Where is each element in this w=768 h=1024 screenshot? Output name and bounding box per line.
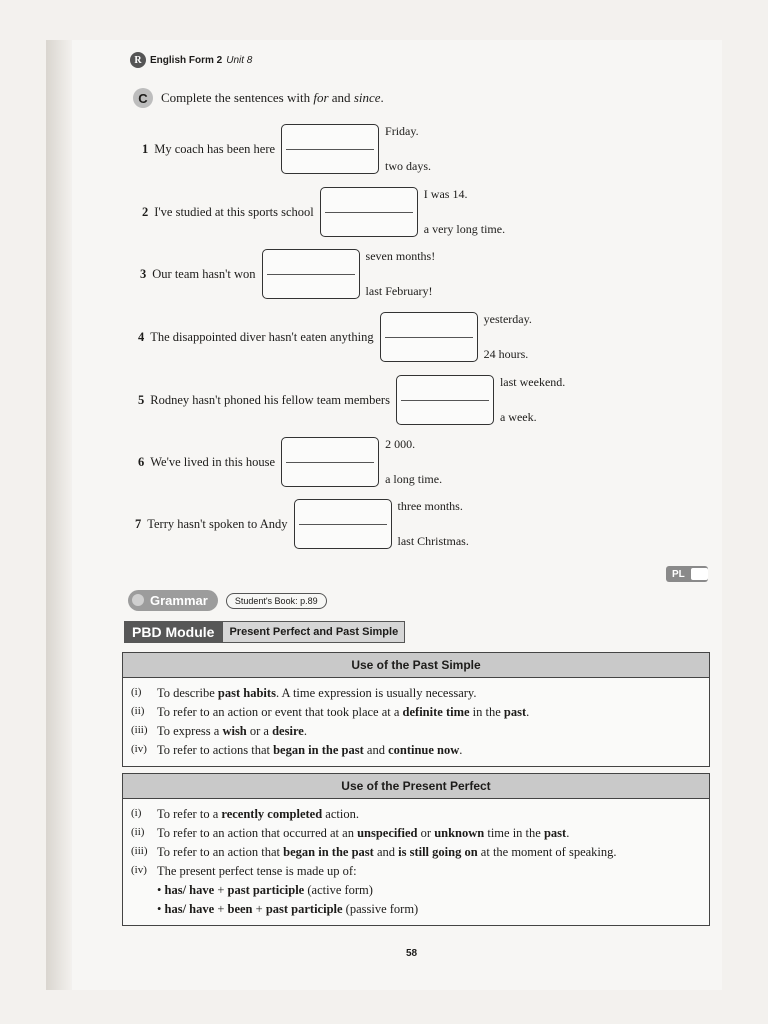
exercise-option-1: three months. xyxy=(397,499,463,513)
rule-body xyxy=(157,743,462,758)
exercise-options xyxy=(385,437,442,487)
publisher-logo-icon: R xyxy=(130,52,146,68)
bold-term: began in the past xyxy=(283,845,374,859)
instruction-text: Complete the sentences with for and since. xyxy=(161,90,384,105)
exercise-number: 2 xyxy=(142,204,149,219)
page-header xyxy=(130,52,252,68)
exercise-option-1: 2 000. xyxy=(385,437,416,451)
rule-item xyxy=(131,705,701,720)
bold-term: unspecified xyxy=(357,826,418,840)
exercise-options xyxy=(500,375,565,425)
rule-body xyxy=(157,724,307,739)
bold-term: past xyxy=(503,705,527,719)
page-binding-edge xyxy=(46,40,72,990)
rule-text: (passive form) xyxy=(342,902,419,916)
exercise-item xyxy=(138,375,565,425)
exercise-item xyxy=(140,249,435,299)
exercise-options xyxy=(398,499,469,549)
unit-label: Unit 8 xyxy=(226,54,253,66)
rule-text: (active form) xyxy=(304,883,373,897)
exercise-number: 4 xyxy=(138,329,145,344)
answer-blank[interactable] xyxy=(294,499,392,549)
bold-term: definite time xyxy=(402,705,470,719)
answer-blank[interactable] xyxy=(380,312,478,362)
rule-body xyxy=(157,807,359,822)
rule-body xyxy=(157,864,357,879)
rule-text: To express a xyxy=(157,724,223,738)
rule-numeral: (iv) xyxy=(131,743,147,755)
rule-numeral: (iv) xyxy=(131,864,147,876)
rule-text: To describe xyxy=(157,686,218,700)
rule-item xyxy=(131,826,701,841)
rule-body xyxy=(157,705,529,720)
rule-body xyxy=(157,845,617,860)
exercise-number: 7 xyxy=(135,516,142,531)
rule-text: . xyxy=(303,724,307,738)
rule-text: . A time expression is usually necessary. xyxy=(275,686,477,700)
exercise-option-2: 24 hours. xyxy=(483,347,529,361)
rule-text: . xyxy=(459,743,463,757)
exercise-item xyxy=(142,124,431,174)
pbd-module-subtitle: Present Perfect and Past Simple xyxy=(222,621,405,643)
students-book-reference: Student's Book: p.89 xyxy=(226,593,327,609)
rule-numeral: (i) xyxy=(131,807,142,819)
section-badge: C xyxy=(133,88,153,108)
rule-text: + xyxy=(214,902,228,916)
exercise-number: 5 xyxy=(138,392,145,407)
rule-text: or a xyxy=(246,724,273,738)
exercise-option-2: a long time. xyxy=(385,472,443,486)
exercise-option-1: I was 14. xyxy=(423,187,468,201)
bold-term: has/ have xyxy=(164,902,215,916)
rule-item xyxy=(131,743,701,758)
rule-text: • xyxy=(157,902,165,916)
grammar-badge: Grammar xyxy=(128,590,218,611)
rule-numeral: (iii) xyxy=(131,724,148,736)
bold-term: past habits xyxy=(217,686,276,700)
grammar-row xyxy=(128,590,327,611)
exercise-stem: We've lived in this house xyxy=(150,454,276,469)
exercise-option-2: a very long time. xyxy=(423,222,506,236)
exercise-number: 3 xyxy=(140,266,147,281)
rule-text: and xyxy=(373,845,399,859)
rule-item xyxy=(131,724,701,739)
rule-item xyxy=(131,807,701,822)
rule-item xyxy=(131,845,701,860)
exercise-item xyxy=(142,187,505,237)
exercise-stem: I've studied at this sports school xyxy=(154,204,314,219)
exercise-stem: Terry hasn't spoken to Andy xyxy=(147,516,288,531)
exercise-stem: The disappointed diver hasn't eaten anything xyxy=(150,329,374,344)
past-simple-box xyxy=(122,652,710,767)
rule-item xyxy=(131,686,701,701)
exercise-option-1: last weekend. xyxy=(499,375,566,389)
pl-tag: PL xyxy=(666,566,708,582)
bold-term: continue now xyxy=(388,743,460,757)
exercise-option-1: yesterday. xyxy=(483,312,532,326)
exercise-options xyxy=(424,187,505,237)
section-c-heading xyxy=(133,88,384,108)
exercise-item xyxy=(138,437,442,487)
answer-blank[interactable] xyxy=(281,124,379,174)
page-number: 58 xyxy=(406,948,418,959)
exercise-option-2: a week. xyxy=(499,410,537,424)
exercise-number: 1 xyxy=(142,141,149,156)
rule-text: To refer to a xyxy=(157,807,222,821)
rule-text: To refer to actions that xyxy=(157,743,274,757)
rule-text: at the moment of speaking. xyxy=(477,845,617,859)
rule-numeral: (ii) xyxy=(131,705,145,717)
rule-body xyxy=(157,826,569,841)
exercise-options xyxy=(484,312,532,362)
exercise-stem: Rodney hasn't phoned his fellow team members xyxy=(150,392,390,407)
rule-text: action. xyxy=(322,807,359,821)
present-perfect-box xyxy=(122,773,710,926)
rule-text: time in the xyxy=(484,826,544,840)
past-simple-heading: Use of the Past Simple xyxy=(123,653,709,678)
exercise-option-2: last Christmas. xyxy=(397,534,469,548)
exercise-item xyxy=(135,499,469,549)
formula-bullet xyxy=(157,902,701,917)
answer-blank[interactable] xyxy=(320,187,418,237)
rule-text: To refer to an action that xyxy=(157,845,284,859)
bold-term: is still going on xyxy=(398,845,478,859)
bold-term: past participle xyxy=(227,883,305,897)
exercise-option-2: two days. xyxy=(385,159,432,173)
bold-term: past participle xyxy=(265,902,343,916)
rule-text: The present perfect tense is made up of: xyxy=(157,864,357,878)
rule-text: • xyxy=(157,883,165,897)
answer-blank[interactable] xyxy=(281,437,379,487)
pbd-module-heading xyxy=(124,621,405,643)
rule-text: To refer to an action that occurred at an xyxy=(157,826,358,840)
exercise-item xyxy=(138,312,532,362)
exercise-stem: My coach has been here xyxy=(154,141,276,156)
exercise-number: 6 xyxy=(138,454,145,469)
rule-numeral: (iii) xyxy=(131,845,148,857)
exercise-stem: Our team hasn't won xyxy=(152,266,256,281)
answer-blank[interactable] xyxy=(396,375,494,425)
rule-text: + xyxy=(214,883,228,897)
bold-term: began in the past xyxy=(273,743,364,757)
rule-body xyxy=(157,686,476,701)
exercise-option-1: Friday. xyxy=(385,124,419,138)
bold-term: wish xyxy=(222,724,247,738)
rule-text: + xyxy=(252,902,266,916)
present-perfect-heading: Use of the Present Perfect xyxy=(123,774,709,799)
bold-term: recently completed xyxy=(221,807,323,821)
book-title: English Form 2 xyxy=(150,54,223,66)
rule-text: To refer to an action or event that took place at a xyxy=(157,705,403,719)
exercise-option-2: last February! xyxy=(365,284,433,298)
rule-text: in the xyxy=(469,705,504,719)
rule-text: or xyxy=(417,826,435,840)
exercise-options xyxy=(385,124,431,174)
bold-term: has/ have xyxy=(164,883,215,897)
bold-term: unknown xyxy=(434,826,485,840)
rule-text: and xyxy=(363,743,389,757)
formula-bullet xyxy=(157,883,701,898)
rule-text: . xyxy=(526,705,530,719)
bold-term: been xyxy=(227,902,253,916)
exercise-option-1: seven months! xyxy=(365,249,436,263)
rule-numeral: (i) xyxy=(131,686,142,698)
answer-blank[interactable] xyxy=(262,249,360,299)
bold-term: desire xyxy=(272,724,304,738)
bold-term: past xyxy=(543,826,567,840)
pbd-module-label: PBD Module xyxy=(124,621,222,643)
rule-item xyxy=(131,864,701,879)
rule-text: . xyxy=(566,826,570,840)
exercise-options xyxy=(366,249,436,299)
rule-numeral: (ii) xyxy=(131,826,145,838)
